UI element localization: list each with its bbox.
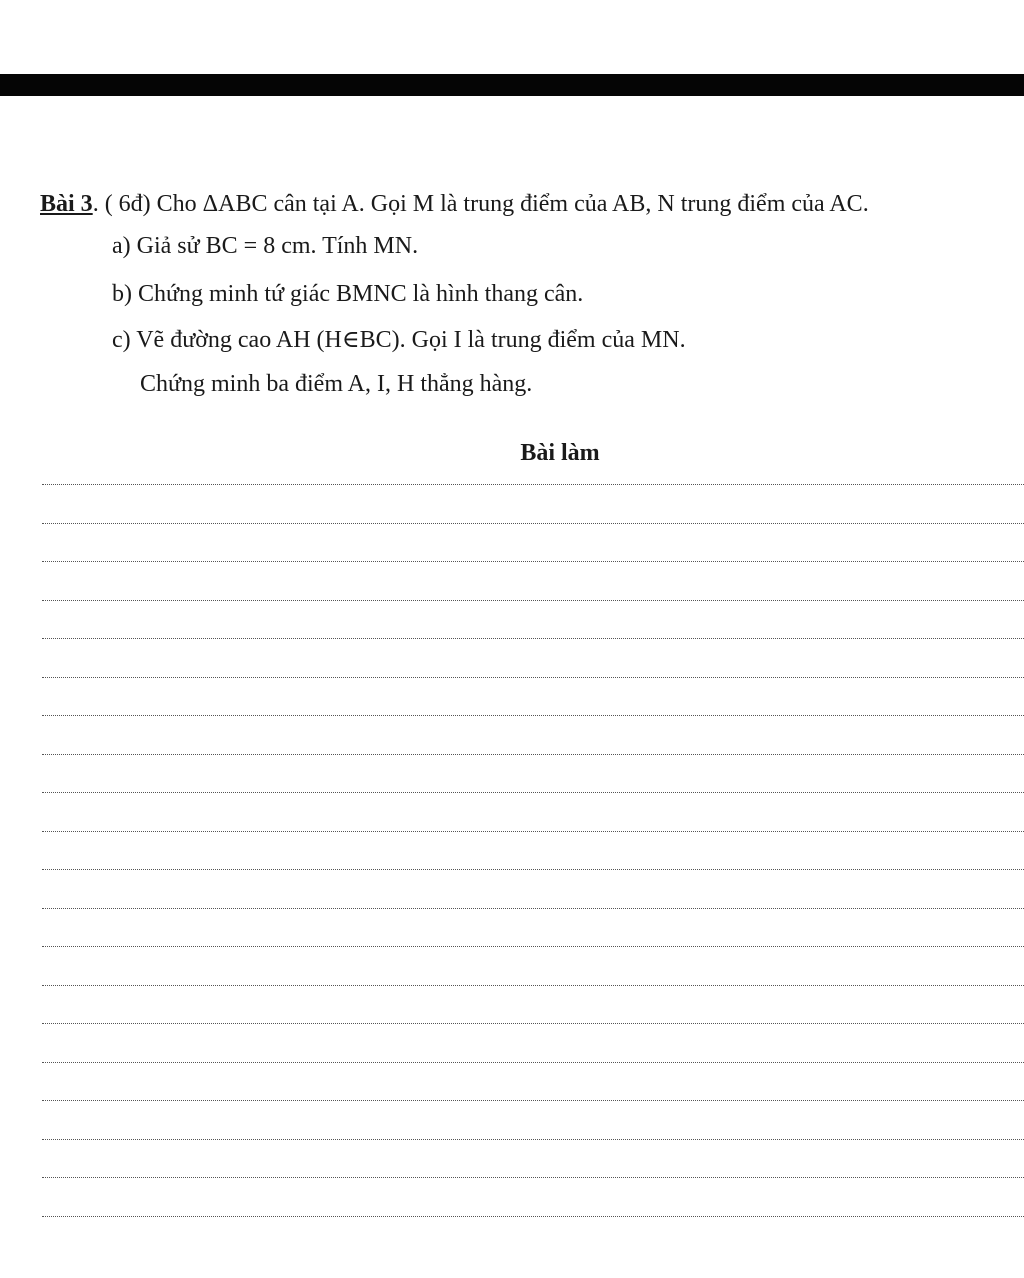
answer-writing-lines <box>42 484 1024 1254</box>
dotted-writing-line <box>42 831 1024 832</box>
dotted-writing-line <box>42 985 1024 986</box>
dotted-writing-line <box>42 1100 1024 1101</box>
dotted-writing-line <box>42 677 1024 678</box>
part-c-question-continued: Chứng minh ba điểm A, I, H thẳng hàng. <box>140 371 533 397</box>
top-black-bar <box>0 74 1024 96</box>
part-c-question: c) Vẽ đường cao AH (H∈BC). Gọi I là trung điểm của MN. <box>112 327 686 353</box>
problem-heading: Bài 3 <box>40 191 93 217</box>
dotted-writing-line <box>42 908 1024 909</box>
problem-statement <box>40 186 1024 222</box>
dotted-writing-line <box>42 638 1024 639</box>
dotted-writing-line <box>42 1023 1024 1024</box>
part-b-question: b) Chứng minh tứ giác BMNC là hình thang cân. <box>112 281 584 307</box>
dotted-writing-line <box>42 1139 1024 1140</box>
dotted-writing-line <box>42 1216 1024 1217</box>
dotted-writing-line <box>42 792 1024 793</box>
part-a-question: a) Giả sử BC = 8 cm. Tính MN. <box>112 233 419 259</box>
dotted-writing-line <box>42 523 1024 524</box>
dotted-writing-line <box>42 946 1024 947</box>
problem-intro: . ( 6đ) Cho ΔABC cân tại A. Gọi M là trung điểm của AB, N trung điểm của AC. <box>92 191 869 217</box>
dotted-writing-line <box>42 715 1024 716</box>
dotted-writing-line <box>42 561 1024 562</box>
dotted-writing-line <box>42 1062 1024 1063</box>
answer-section-title: Bài làm <box>520 440 600 466</box>
dotted-writing-line <box>42 484 1024 485</box>
dotted-writing-line <box>42 600 1024 601</box>
dotted-writing-line <box>42 754 1024 755</box>
dotted-writing-line <box>42 869 1024 870</box>
dotted-writing-line <box>42 1177 1024 1178</box>
